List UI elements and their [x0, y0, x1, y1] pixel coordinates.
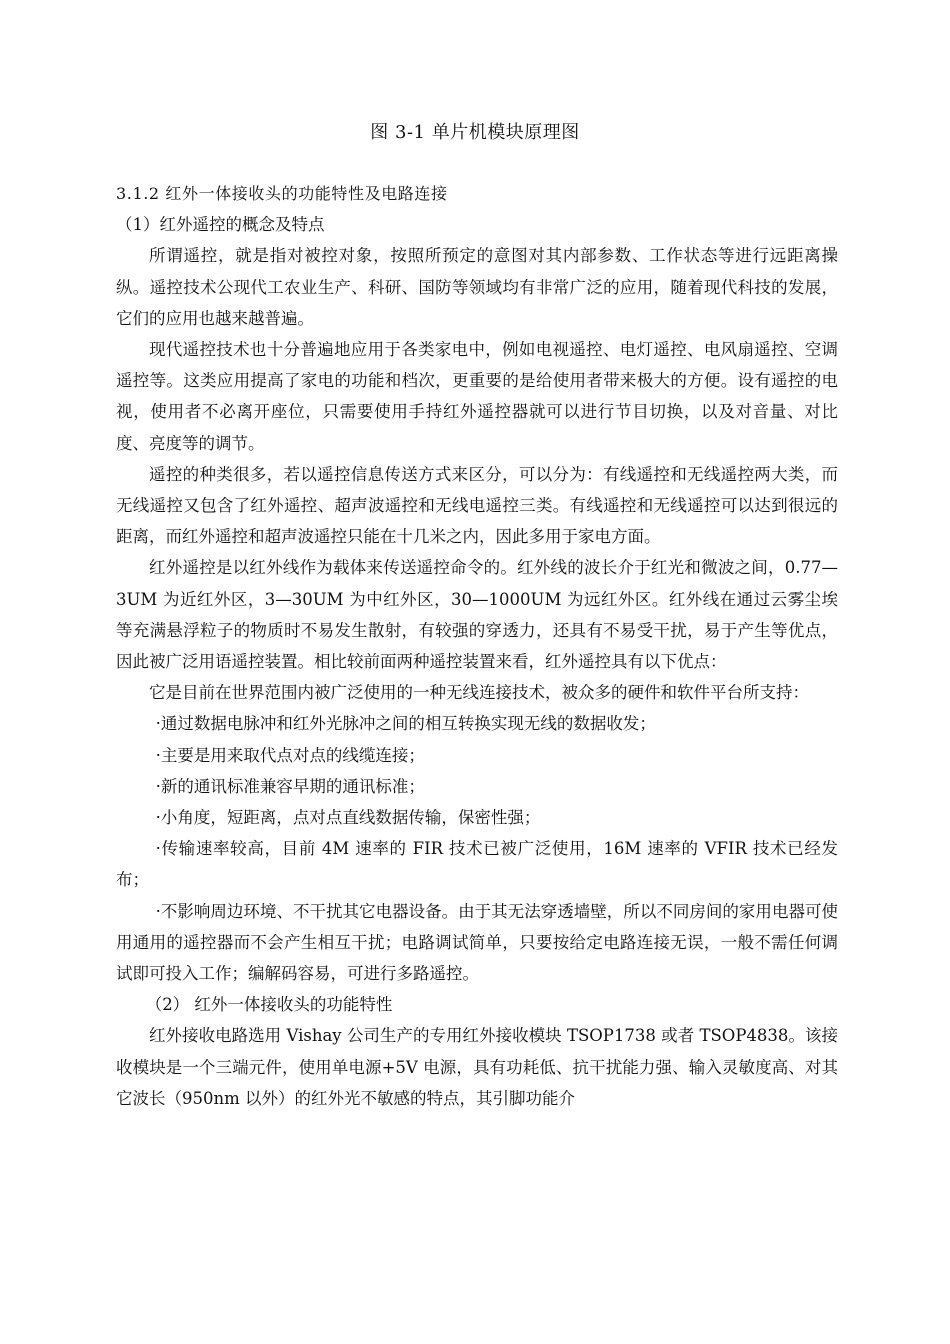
bullet-item-1: ·通过数据电脉冲和红外光脉冲之间的相互转换实现无线的数据收发； [155, 714, 656, 734]
document-body [116, 178, 838, 1114]
paragraph-3: 遥控的种类很多，若以遥控信息传送方式来区分，可以分为：有线遥控和无线遥控两大类，而无线遥控又包含了红外遥控、超声波遥控和无线电遥控三类。有线遥控和无线遥控可以达到很远的距离，而红外遥控和超声波遥控只能在十几米之内，因此多用于家电方面。 [116, 464, 838, 547]
subsection-heading-2: （2） 红外一体接收头的功能特性 [145, 995, 393, 1015]
bullet-item-2: ·主要是用来取代点对点的线缆连接； [155, 745, 425, 765]
paragraph-1: 所谓遥控，就是指对被控对象，按照所预定的意图对其内部参数、工作状态等进行远距离操纵。遥控技术公现代工农业生产、科研、国防等领域均有非常广泛的应用，随着现代科技的发展，它们的应用也越来越普遍。 [116, 246, 838, 328]
figure-caption: 图 3-1 单片机模块原理图 [370, 122, 580, 143]
paragraph-5: 它是目前在世界范围内被广泛使用的一种无线连接技术，被众多的硬件和软件平台所支持： [149, 683, 809, 703]
bullet-item-3: ·新的通讯标准兼容早期的通讯标准； [155, 776, 425, 796]
section-heading: 3.1.2 红外一体接收头的功能特性及电路连接 [116, 184, 448, 203]
bullet-item-5: ·传输速率较高，目前 4M 速率的 FIR 技术已被广泛使用，16M 速率的 VFIR 技术已经发布； [116, 839, 838, 890]
bullet-item-6: ·不影响周边环境、不干扰其它电器设备。由于其无法穿透墙壁，所以不同房间的家用电器可使用通用的遥控器而不会产生相互干扰；电路调试简单，只要按给定电路连接无误，一般不需任何调试即可投入工作；编解码容易，可进行多路遥控。 [116, 901, 838, 984]
paragraph-2: 现代遥控技术也十分普遍地应用于各类家电中，例如电视遥控、电灯遥控、电风扇遥控、空调遥控等。这类应用提高了家电的功能和档次，更重要的是给使用者带来极大的方便。设有遥控的电视，使用者不必离开座位，只需要使用手持红外遥控器就可以进行节目切换，以及对音量、对比度、亮度等的调节。 [116, 340, 838, 453]
bullet-item-4: ·小角度，短距离，点对点直线数据传输，保密性强； [155, 808, 541, 828]
subsection-heading-1: （1）红外遥控的概念及特点 [116, 215, 325, 235]
paragraph-6: 红外接收电路选用 Vishay 公司生产的专用红外接收模块 TSOP1738 或者 TSOP4838。该接收模块是一个三端元件，使用单电源+5V 电源，具有功耗低、抗干扰能力强、输入灵敏度高、对其它波长（950nm 以外）的红外光不敏感的特点，其引脚功能介 [116, 1026, 838, 1108]
paragraph-4: 红外遥控是以红外线作为载体来传送遥控命令的。红外线的波长介于红光和微波之间，0.77—3UM 为近红外区，3—30UM 为中红外区，30—1000UM 为远红外区。红外线在通过云雾尘埃等充满悬浮粒子的物质时不易发生散射，有较强的穿透力，还具有不易受干扰，易于产生等优点，因此被广泛用语遥控装置。相比较前面两种遥控装置来看，红外遥控具有以下优点： [116, 558, 838, 672]
